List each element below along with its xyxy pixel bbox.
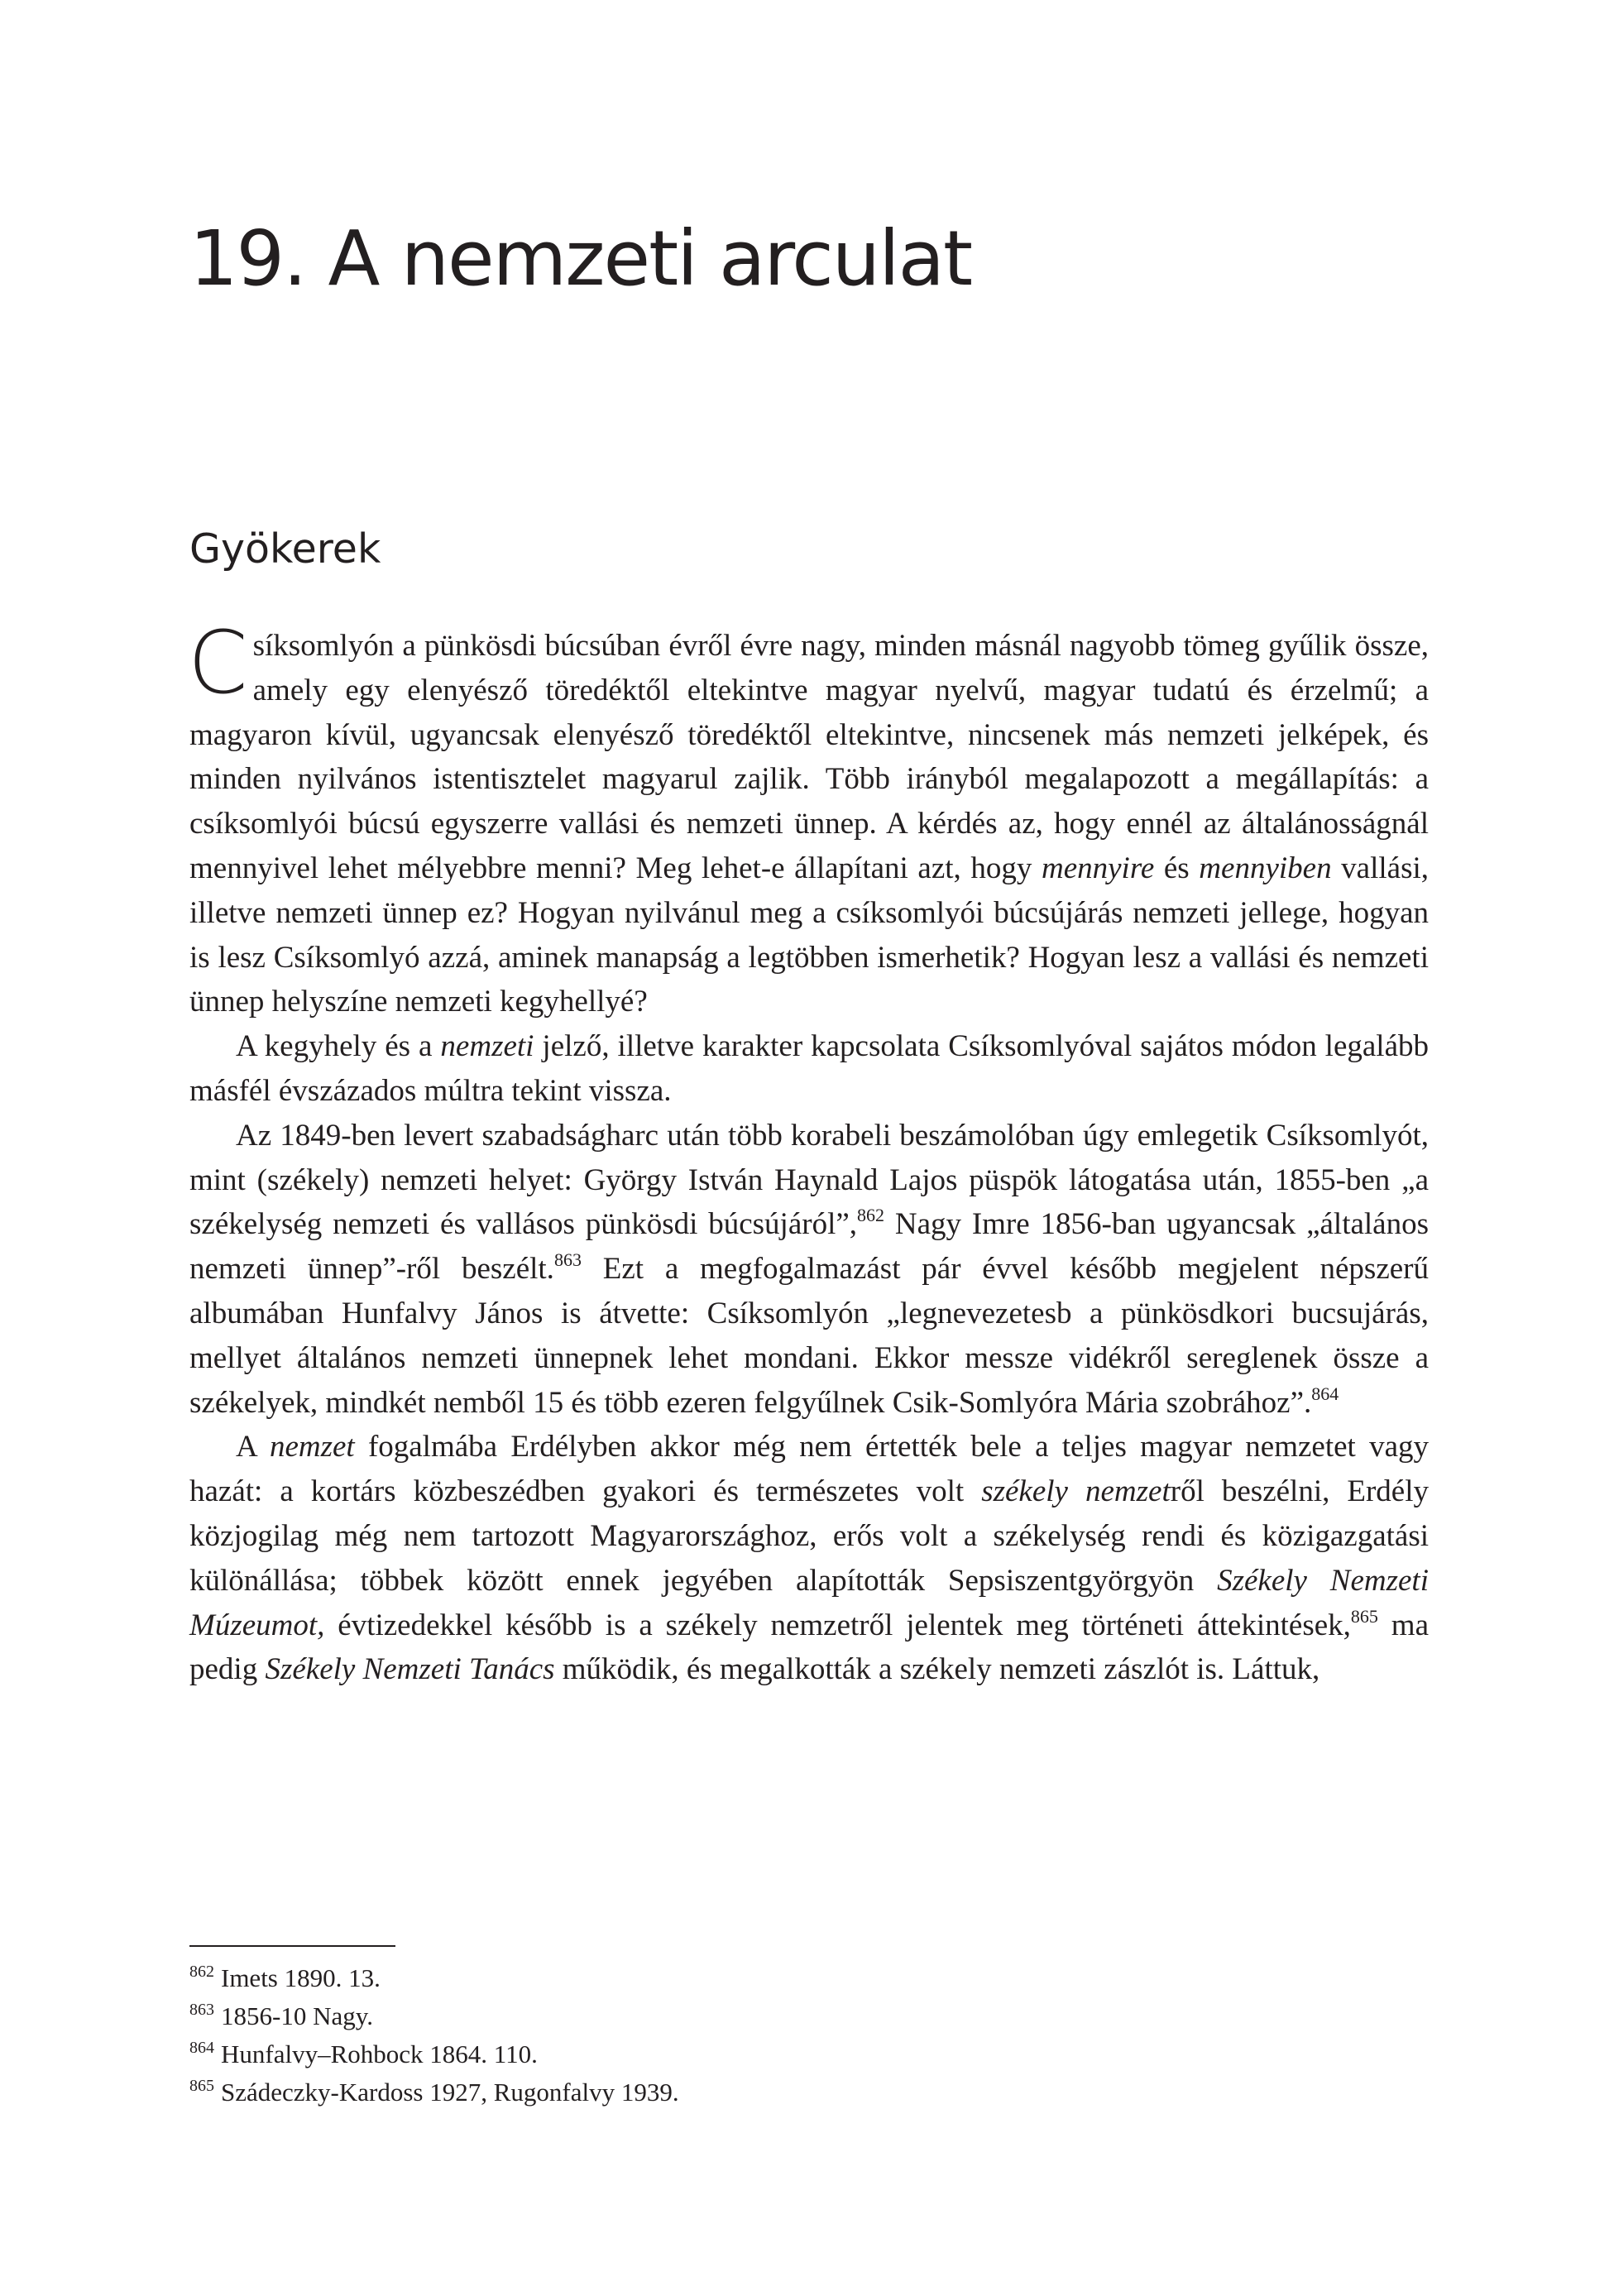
footnote-ref: 863 — [553, 1249, 582, 1271]
footnote-number: 864 — [189, 2039, 214, 2057]
paragraph-text: ma pedig — [189, 1608, 1429, 1687]
italic-text: nemzet — [269, 1430, 355, 1464]
paragraph-text: síksomlyón a pünkösdi búcsúban évről évre nagy, minden másnál nagyobb tömeg gyűlik össze, amely egy elenyésző töredéktől eltekintve magyar nyelvű, magyar tudatú és érzelmű; a magyaron kívül, ugyancsak elenyésző töredéktől eltekintve, nincsenek más nemzeti jelképek, és minden nyilvános istentisztelet magyarul zajlik. Több irányból megalapozott a megállapítás: a csíksomlyói búcsú egyszerre vallási és nemzeti ünnep. A kérdés az, hogy ennél az általánosságnál mennyivel lehet mélyebbre menni? Meg lehet-e állapítani azt, hogy — [189, 629, 1429, 885]
paragraph-text: vallási, illetve nemzeti ünnep ez? Hogyan nyilvánul meg a csíksomlyói búcsújárás nemzeti jellege, hogyan is lesz Csíksomlyó azzá, aminek manapság a legtöbben ismerhetik? Hogyan lesz a vallási és nemzeti ünnep helyszíne nemzeti kegyhellyé? — [189, 851, 1430, 1019]
italic-text: székely nemzet — [981, 1474, 1171, 1509]
paragraph-text: és — [1154, 851, 1200, 885]
footnote-text: Imets 1890. 13. — [221, 1963, 381, 1992]
section-title: Gyökerek — [189, 525, 381, 573]
paragraph-text: Ezt a megfogalmazást pár évvel később megjelent népszerű albumában Hunfalvy János is átvette: Csíksomlyón „legnevezetesb a pünkösdkori bucsujárás, mellyet általános nemzeti ünnepnek lehet mondani. Ekkor messze vidékről sereglenek össze a székelyek, mindkét nemből 15 és több ezeren felgyűlnek Csik-Somlyóra Mária szobrához”. — [189, 1252, 1429, 1420]
paragraph-2 — [189, 1024, 1429, 1114]
footnote-text: Hunfalvy–Rohbock 1864. 110. — [221, 2040, 538, 2068]
paragraph-text: Az 1849-ben levert szabadságharc után több korabeli beszámolóban úgy emlegetik Csíksomlyót, mint (székely) nemzeti helyet: György István Haynald Lajos püspök látogatása után, 1855-ben „a székelység nemzeti és vallásos pünkösdi búcsújáról”, — [189, 1118, 1429, 1242]
footnotes — [189, 1959, 1265, 2111]
footnote-text: Szádeczky-Kardoss 1927, Rugonfalvy 1939. — [221, 2078, 679, 2107]
italic-text: nemzeti — [440, 1029, 534, 1064]
italic-text: Székely Nemzeti Múzeumot, — [189, 1563, 1429, 1642]
paragraph-text: A — [236, 1430, 270, 1464]
paragraph-4 — [189, 1425, 1429, 1692]
footnote-number: 862 — [189, 1963, 214, 1981]
paragraph-text: fogalmába Erdélyben akkor még nem értették bele a teljes magyar nemzetet vagy hazát: a kortárs közbeszédben gyakori és természetes volt — [189, 1430, 1429, 1509]
footnote — [189, 2035, 1265, 2073]
footnote-divider — [189, 1945, 395, 1947]
footnote-ref: 862 — [857, 1205, 885, 1226]
footnote — [189, 1997, 1265, 2035]
paragraph-text: évtizedekkel később is a székely nemzetről jelentek meg történeti áttekintések, — [324, 1608, 1351, 1642]
footnote — [189, 1959, 1265, 1997]
paragraph-text: működik, és megalkották a székely nemzeti zászlót is. Láttuk, — [554, 1652, 1320, 1687]
paragraph-text: ről beszélni, Erdély közjogilag még nem tartozott Magyarországhoz, erős volt a székelység rendi és közigazgatási különállása; többek között ennek jegyében alapították Sepsiszentgyörgyön — [189, 1474, 1430, 1598]
paragraph-text: A kegyhely és a — [236, 1029, 441, 1064]
footnote-number: 865 — [189, 2077, 214, 2095]
italic-text: mennyire — [1041, 851, 1155, 885]
footnote-number: 863 — [189, 2001, 214, 2019]
paragraph-1 — [188, 612, 1430, 1024]
footnote — [189, 2073, 1265, 2111]
footnote-text: 1856-10 Nagy. — [221, 2001, 373, 2030]
drop-cap: C — [188, 612, 248, 713]
footnote-ref: 865 — [1350, 1605, 1378, 1627]
paragraph-text: jelző, illetve karakter kapcsolata Csíksomlyóval sajátos módon legalább másfél évszázados múltra tekint vissza. — [189, 1029, 1429, 1108]
footnote-ref: 864 — [1311, 1383, 1339, 1404]
italic-text: mennyiben — [1199, 851, 1332, 885]
paragraph-text: Nagy Imre 1856-ban ugyancsak „általános nemzeti ünnep”-ről beszélt. — [189, 1207, 1430, 1287]
italic-text: Székely Nemzeti Tanács — [265, 1652, 555, 1687]
paragraph-3 — [189, 1114, 1429, 1426]
chapter-title: 19. A nemzeti arculat — [189, 214, 972, 303]
body-text — [188, 612, 1430, 1692]
